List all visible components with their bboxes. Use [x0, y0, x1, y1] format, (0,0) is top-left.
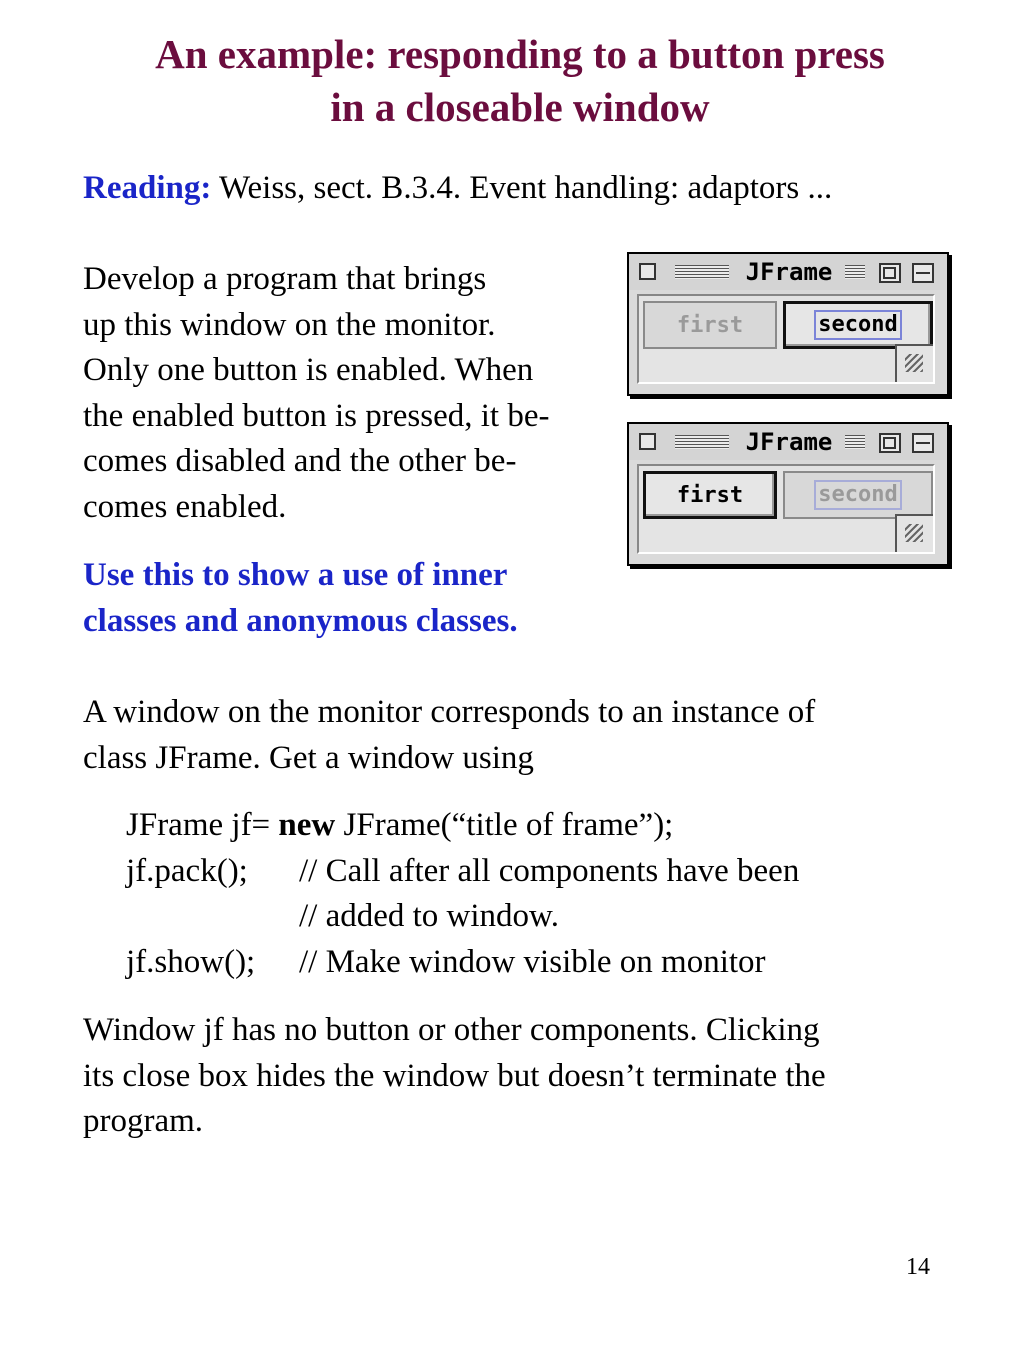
window-content: [637, 294, 935, 384]
code-line-2: [126, 849, 800, 895]
window-title: JFrame: [745, 428, 833, 456]
zoom-box-icon[interactable]: [879, 433, 901, 453]
description-line: the enabled button is pressed, it be-: [83, 397, 550, 434]
description-line: Only one button is enabled. When: [83, 352, 534, 388]
code-text: JFrame jf=: [126, 807, 279, 843]
slide-title: [60, 28, 980, 134]
jframe-paragraph: [83, 690, 815, 781]
resize-grip-icon[interactable]: [895, 514, 933, 552]
collapse-box-icon[interactable]: [912, 263, 934, 283]
second-button-label: second: [814, 480, 901, 510]
code-keyword-new: new: [278, 807, 336, 843]
page-number: 14: [906, 1254, 930, 1280]
second-button-label: second: [814, 310, 901, 340]
code-comment: // added to window.: [299, 898, 559, 934]
jframe-window-first-enabled: [627, 422, 949, 566]
first-button: [643, 301, 777, 349]
slide-title-line-1: An example: responding to a button press: [155, 31, 885, 77]
jframe-line: class JFrame. Get a window using: [83, 739, 534, 776]
inner-classes-note: [83, 553, 518, 644]
closing-line: Window jf has no button or other components. Clicking: [83, 1012, 820, 1048]
code-statement: jf.show();: [126, 943, 256, 980]
description-line: up this window on the monitor.: [83, 306, 496, 343]
first-button[interactable]: [643, 471, 777, 519]
description-line: comes disabled and the other be-: [83, 443, 517, 479]
second-button: [783, 471, 933, 519]
description-line: Develop a program that brings: [83, 261, 487, 297]
second-button[interactable]: [783, 301, 933, 349]
code-comment: // Call after all components have been: [299, 852, 800, 889]
titlebar-stripes: [675, 265, 729, 279]
reading-text: Weiss, sect. B.3.4. Event handling: adaptors ...: [211, 170, 833, 206]
first-button-label: first: [676, 482, 744, 508]
resize-grip-icon[interactable]: [895, 344, 933, 382]
slide-title-line-2: in a closeable window: [330, 84, 710, 130]
description-paragraph: [83, 257, 628, 530]
first-button-label: first: [676, 312, 744, 338]
code-example: [126, 803, 800, 985]
code-line-1: [126, 803, 673, 849]
note-line: Use this to show a use of inner: [83, 557, 508, 593]
window-titlebar[interactable]: [629, 254, 947, 290]
reading-label: Reading:: [83, 170, 212, 206]
window-content: [637, 464, 935, 554]
code-line-3: [126, 894, 673, 940]
code-text: JFrame(“title of frame”);: [335, 807, 674, 843]
collapse-box-icon[interactable]: [912, 433, 934, 453]
window-title: JFrame: [745, 258, 833, 286]
closing-paragraph: [83, 1008, 826, 1145]
reading-line: [83, 166, 832, 210]
zoom-box-icon[interactable]: [879, 263, 901, 283]
closing-line: its close box hides the window but doesn’t terminate the: [83, 1057, 826, 1094]
code-line-4: [126, 940, 766, 986]
close-box-icon[interactable]: [639, 433, 656, 450]
jframe-window-second-enabled: [627, 252, 949, 396]
titlebar-stripes: [845, 265, 865, 279]
closing-line: program.: [83, 1103, 204, 1139]
description-line: comes enabled.: [83, 488, 287, 525]
titlebar-stripes: [675, 435, 729, 449]
close-box-icon[interactable]: [639, 263, 656, 280]
titlebar-stripes: [845, 435, 865, 449]
code-statement: jf.pack();: [126, 852, 248, 889]
jframe-line: A window on the monitor corresponds to an instance of: [83, 694, 816, 730]
window-titlebar[interactable]: [629, 424, 947, 460]
note-line: classes and anonymous classes.: [83, 602, 518, 639]
code-comment: // Make window visible on monitor: [299, 943, 766, 980]
